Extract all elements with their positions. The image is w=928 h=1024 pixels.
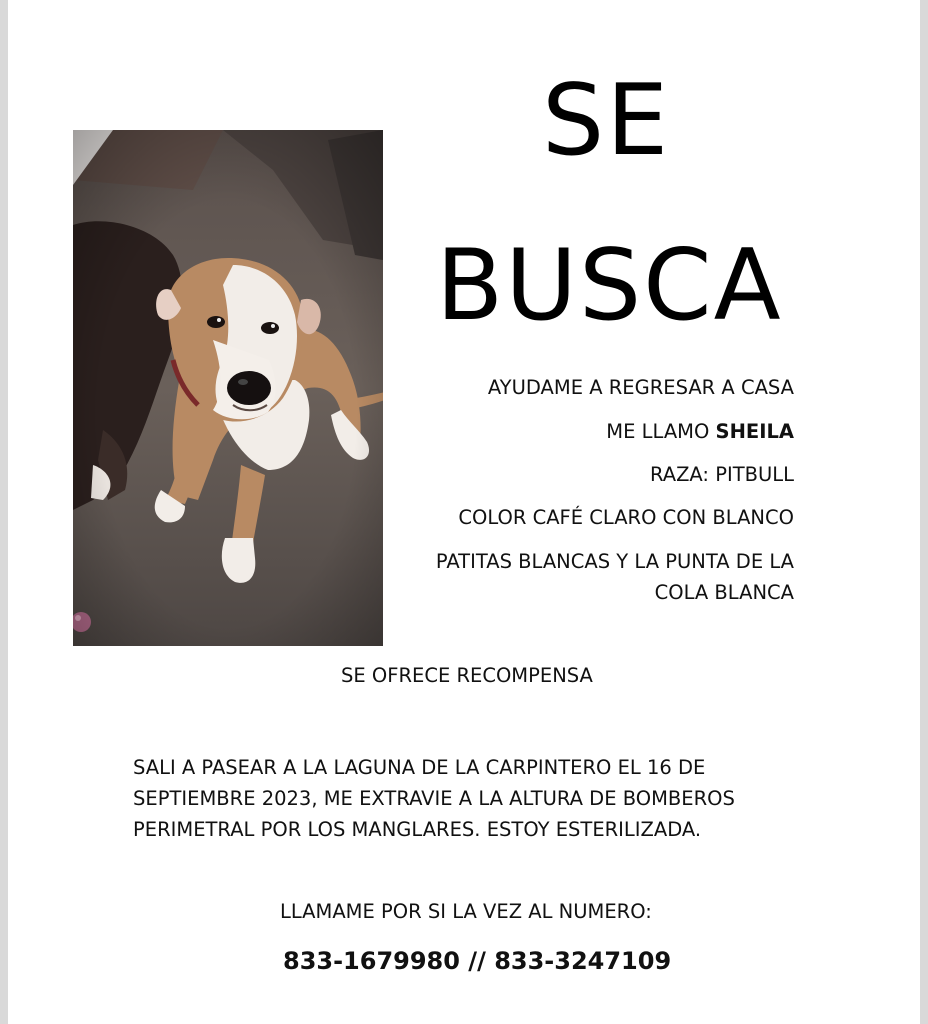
info-name-prefix: ME LLAMO bbox=[606, 420, 716, 443]
contact-label: LLAMAME POR SI LA VEZ AL NUMERO: bbox=[280, 900, 652, 923]
title-se: SE bbox=[542, 64, 671, 178]
dog-name: SHEILA bbox=[715, 420, 794, 443]
story-line1: SALI A PASEAR A LA LAGUNA DE LA CARPINTERO EL 16 DE bbox=[133, 756, 706, 779]
reward-text: SE OFRECE RECOMPENSA bbox=[341, 664, 593, 687]
info-name bbox=[606, 416, 794, 448]
dog-photo bbox=[73, 130, 383, 646]
title-busca: BUSCA bbox=[436, 229, 783, 343]
story-line3: PERIMETRAL POR LOS MANGLARES. ESTOY ESTERILIZADA. bbox=[133, 818, 702, 841]
info-color: COLOR CAFÉ CLARO CON BLANCO bbox=[458, 506, 794, 529]
info-breed: RAZA: PITBULL bbox=[649, 463, 794, 486]
info-marks-line2: COLA BLANCA bbox=[654, 581, 794, 604]
contact-phones: 833-1679980 // 833-3247109 bbox=[283, 947, 672, 975]
info-help-home: AYUDAME A REGRESAR A CASA bbox=[487, 376, 794, 399]
poster-page bbox=[8, 0, 920, 1024]
info-marks-line1: PATITAS BLANCAS Y LA PUNTA DE LA bbox=[435, 550, 794, 573]
story-line2: SEPTIEMBRE 2023, ME EXTRAVIE A LA ALTURA DE BOMBEROS bbox=[133, 787, 735, 810]
